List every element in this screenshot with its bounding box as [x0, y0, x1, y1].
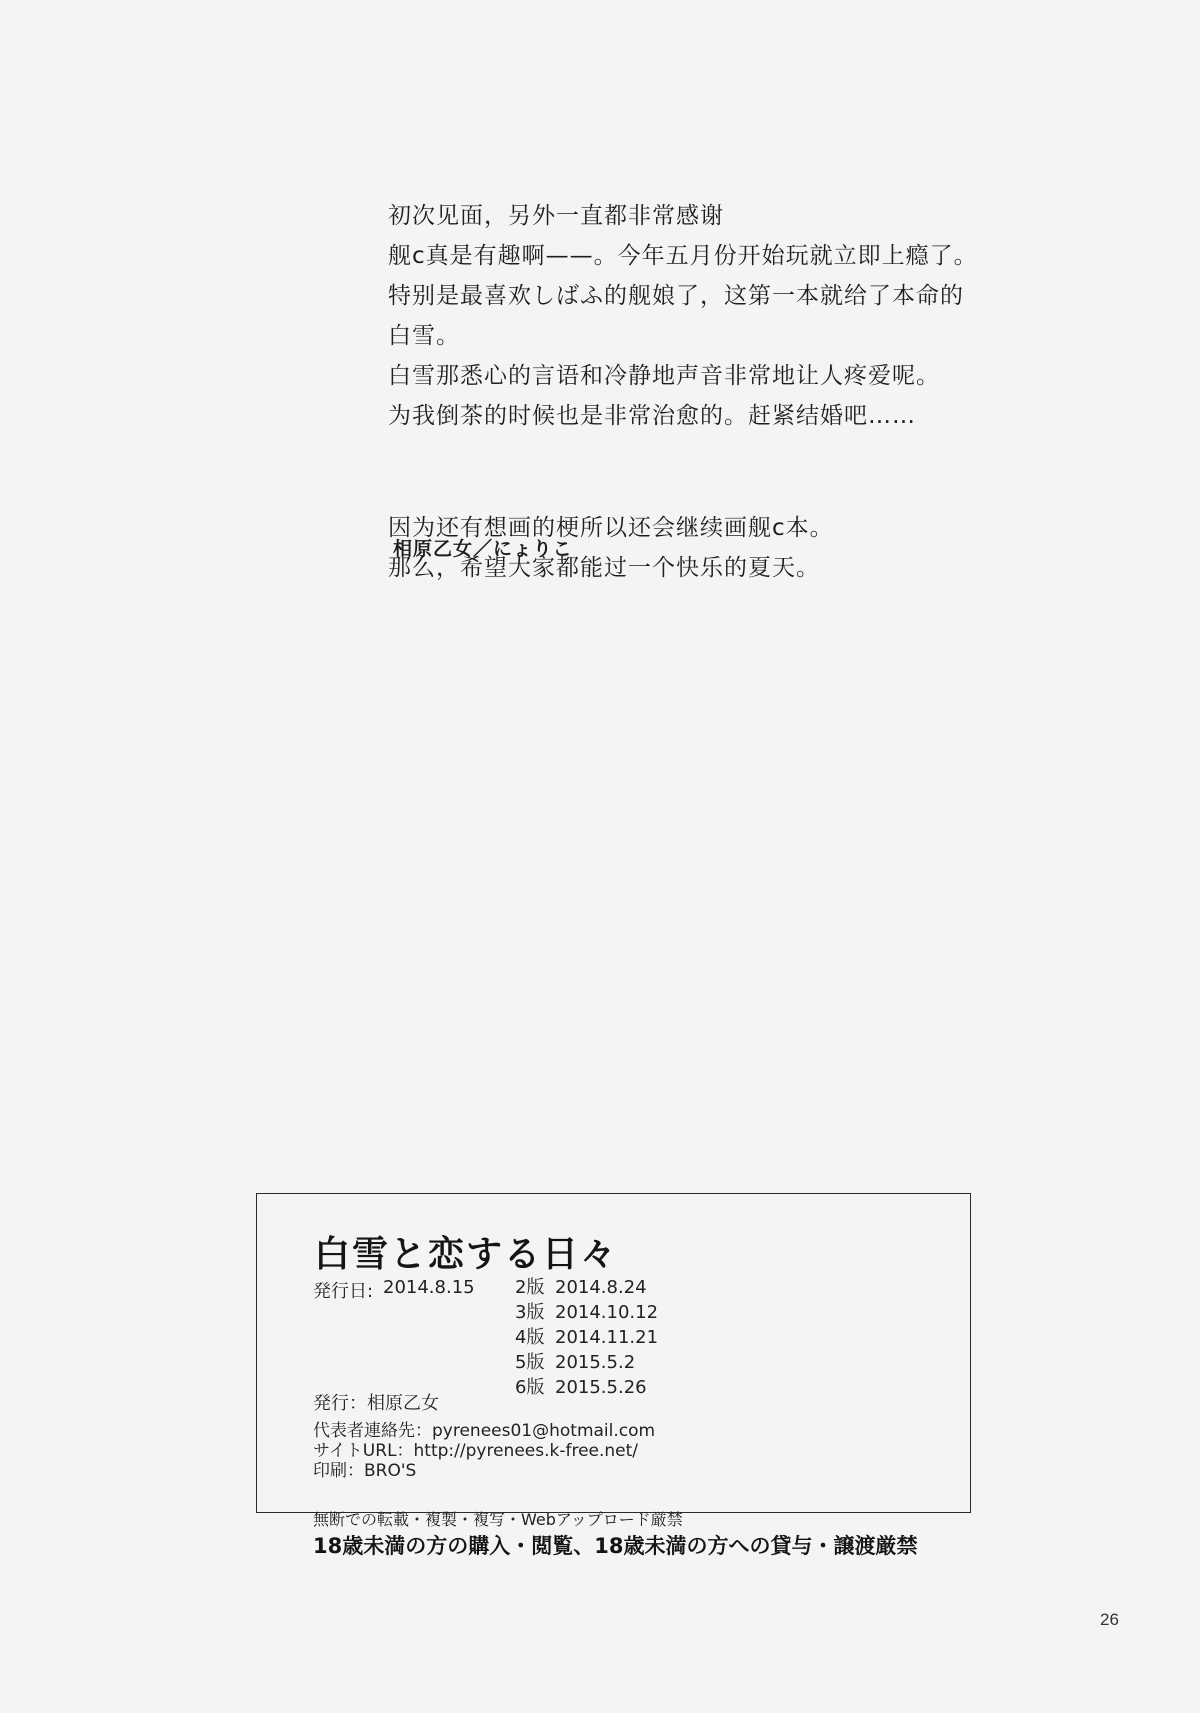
- copy-notice: 無断での転載・複製・複写・Webアップロード厳禁: [313, 1510, 683, 1529]
- edition-date: 2014.10.12: [555, 1302, 659, 1323]
- afterword-line: 白雪。: [388, 323, 460, 349]
- edition-list: [515, 1277, 658, 1402]
- contact-email: 代表者連絡先：pyrenees01@hotmail.com: [313, 1421, 656, 1441]
- paragraph-gap: [388, 436, 988, 508]
- afterword-line: 白雪那悉心的言语和冷静地声音非常地让人疼爱呢。: [388, 363, 940, 389]
- contact-block: [313, 1421, 655, 1481]
- site-url: サイトURL：http://pyrenees.k-free.net/: [313, 1441, 639, 1461]
- publish-date-label: 発行日:: [313, 1281, 374, 1302]
- edition-row: [515, 1377, 658, 1402]
- edition-number: 5版: [515, 1352, 545, 1373]
- edition-date: 2015.5.26: [555, 1377, 647, 1398]
- printer: 印刷：BRO'S: [313, 1461, 417, 1481]
- edition-date: 2014.8.24: [555, 1277, 647, 1298]
- age-notice: 18歳未満の方の購入・閲覧、18歳未満の方への貸与・譲渡厳禁: [313, 1534, 918, 1558]
- edition-number: 6版: [515, 1377, 545, 1398]
- afterword-line: 舰c真是有趣啊——。今年五月份开始玩就立即上瘾了。: [388, 243, 978, 269]
- edition-number: 3版: [515, 1302, 545, 1323]
- edition-number: 4版: [515, 1327, 545, 1348]
- afterword-line: 特别是最喜欢しばふ的舰娘了，这第一本就给了本命的: [388, 283, 964, 309]
- edition-date: 2015.5.2: [555, 1352, 636, 1373]
- book-title: 白雪と恋する日々: [314, 1234, 619, 1275]
- publish-date: 2014.8.15: [383, 1277, 475, 1298]
- afterword-message: [388, 196, 988, 588]
- page-number: 26: [1100, 1610, 1119, 1629]
- edition-row: [515, 1302, 658, 1327]
- edition-date: 2014.11.21: [555, 1327, 659, 1348]
- edition-row: [515, 1327, 658, 1352]
- author-signature: 相原乙女／にょりこ: [393, 538, 573, 560]
- afterword-line: 为我倒茶的时候也是非常治愈的。赶紧结婚吧……: [388, 403, 916, 429]
- edition-number: 2版: [515, 1277, 545, 1298]
- issuer: 発行：相原乙女: [313, 1393, 439, 1414]
- afterword-line: 初次见面，另外一直都非常感谢: [388, 203, 724, 229]
- afterword-line: 那么，希望大家都能过一个快乐的夏天。: [388, 555, 820, 581]
- edition-row: [515, 1277, 658, 1302]
- colophon-box: [256, 1193, 971, 1558]
- edition-row: [515, 1352, 658, 1377]
- afterword-line: 因为还有想画的梗所以还会继续画舰c本。: [388, 515, 834, 541]
